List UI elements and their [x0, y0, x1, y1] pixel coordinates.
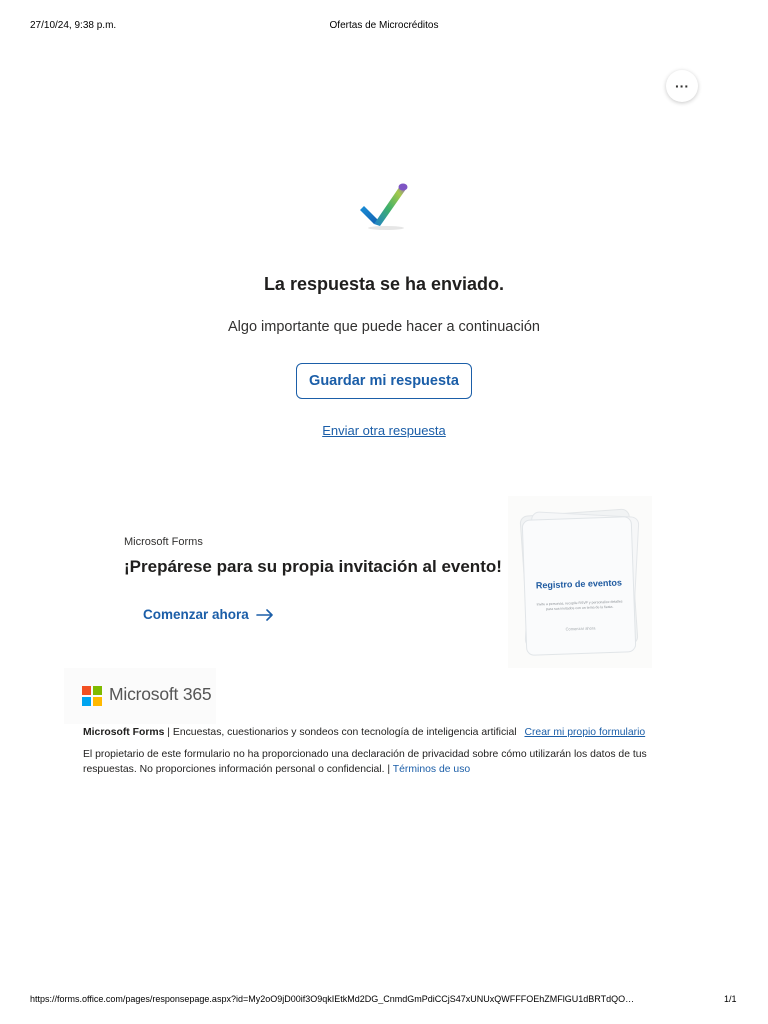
forms-brand: Microsoft Forms [83, 727, 165, 738]
footer-tagline [83, 727, 645, 738]
confirmation-subtitle: Algo importante que puede hacer a continuación [228, 319, 540, 335]
promo-brand: Microsoft Forms [124, 536, 203, 548]
confirmation-title: La respuesta se ha enviado. [263, 274, 505, 294]
get-started-label: Comenzar ahora [143, 607, 249, 622]
checkmark-icon [356, 176, 416, 232]
card-text: Invite a personas, recopile RSVP y personalice detalles para sus invitados con un tema de la fiesta. [536, 599, 623, 612]
print-date: 27/10/24, 9:38 p.m. [30, 20, 117, 31]
print-footer [0, 994, 768, 1008]
print-header [0, 20, 768, 34]
privacy-text: El propietario de este formulario no ha proporcionado una declaración de privacidad sobre cómo utilizarán los datos de tus respuestas. No proporciones información personal o confidencial. [83, 749, 647, 775]
arrow-right-icon [256, 609, 274, 621]
privacy-separator: | [387, 764, 391, 775]
print-url: https://forms.office.com/pages/responsepage.aspx?id=My2oO9jD00if3O9qkIEtkMd2DG_CnmdGmPdiCCjS47xUNUxQWFFFOEhZMFlGU1dBRTdQO… [30, 994, 635, 1004]
card-title: Registro de eventos [535, 577, 623, 591]
microsoft-logo-icon [82, 686, 102, 706]
get-started-link[interactable] [143, 607, 274, 622]
submit-another-link[interactable]: Enviar otra respuesta [322, 423, 446, 438]
card-front [522, 516, 637, 656]
more-horizontal-icon: ··· [675, 78, 689, 94]
save-response-button[interactable]: Guardar mi respuesta [296, 363, 472, 399]
microsoft-365-text: Microsoft 365 [109, 684, 212, 704]
print-title: Ofertas de Microcréditos [329, 20, 439, 31]
terms-of-use-link[interactable]: Términos de uso [392, 764, 471, 775]
more-options-button[interactable] [666, 70, 698, 102]
create-form-link[interactable]: Crear mi propio formulario [524, 727, 646, 738]
microsoft-365-logo [64, 668, 216, 724]
card-button: Comenzar ahora [565, 625, 596, 632]
promo-title: ¡Prepárese para su propia invitación al evento! [124, 557, 502, 576]
promo-illustration [508, 496, 652, 668]
privacy-notice [83, 747, 693, 777]
tagline-text: Encuestas, cuestionarios y sondeos con tecnología de inteligencia artificial [172, 727, 517, 738]
footer-separator: | [167, 727, 170, 738]
print-page-number: 1/1 [724, 994, 737, 1004]
